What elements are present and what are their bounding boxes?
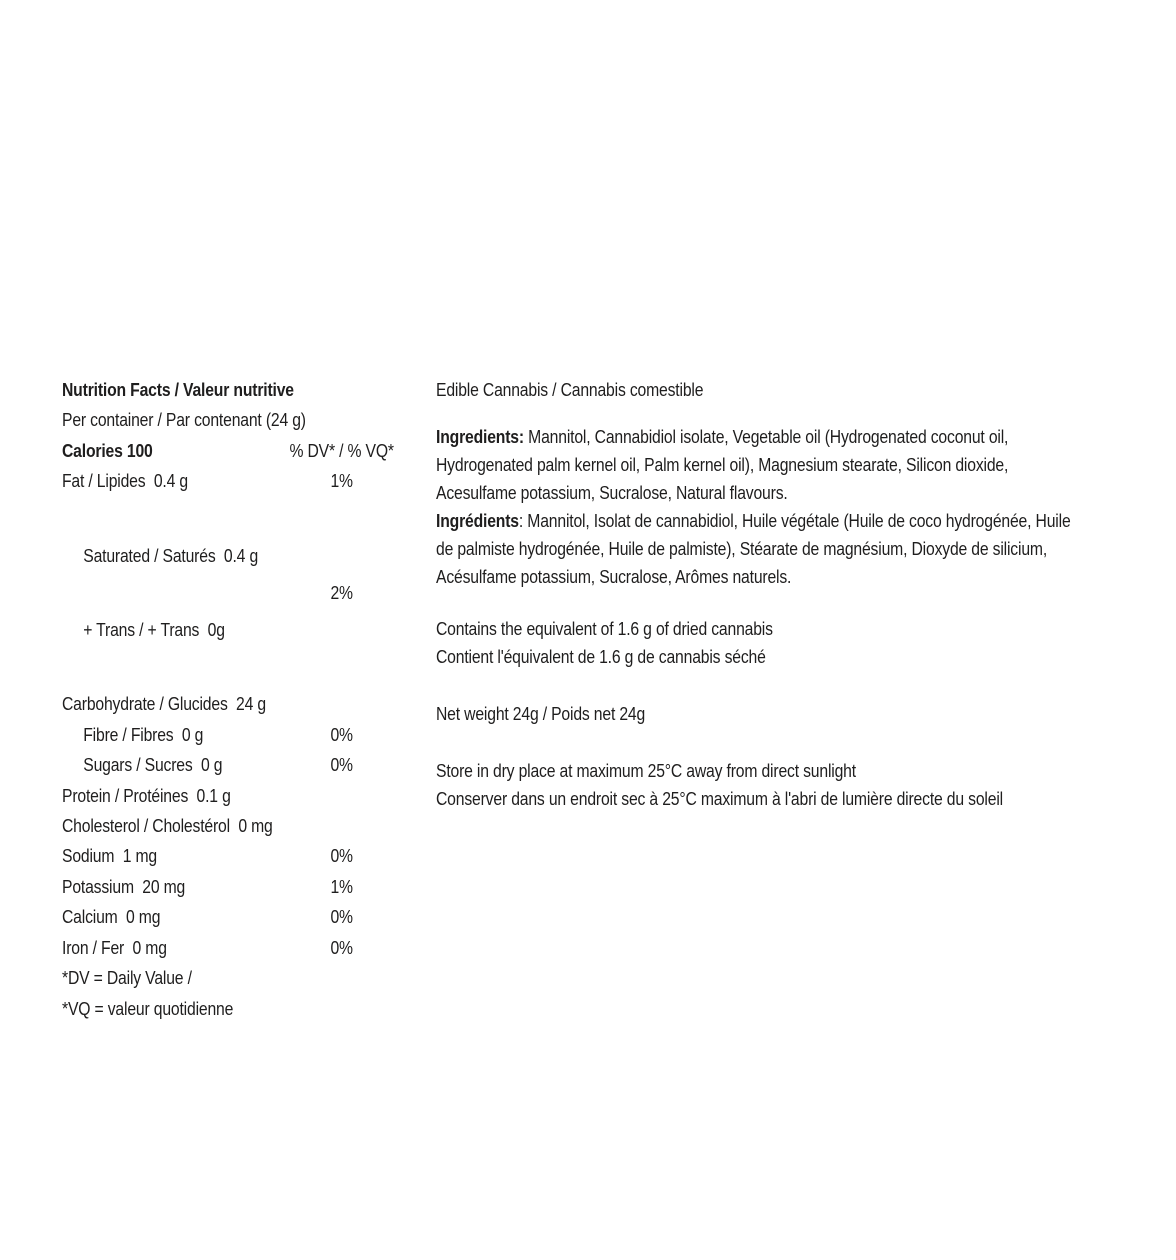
ingredients-en-label: Ingredients: (436, 426, 524, 447)
daily-value-header: % DV* / % VQ* (289, 439, 394, 461)
row-potassium-dv: 1% (330, 875, 353, 897)
row-sodium-label: Sodium 1 mg (62, 845, 157, 867)
row-carbohydrate-label: Carbohydrate / Glucides 24 g (62, 693, 266, 715)
footnote-dv-row (62, 963, 397, 993)
row-fibre-dv: 0% (330, 723, 353, 745)
row-sugars-label: Sugars / Sucres 0 g (83, 754, 223, 776)
row-calcium-dv: 0% (330, 906, 353, 928)
footnote-vq: *VQ = valeur quotidienne (62, 997, 234, 1019)
product-info-panel (436, 376, 1176, 813)
row-saturated-trans-labels (62, 497, 286, 690)
row-sodium (62, 841, 397, 871)
equivalence-fr: Contient l'équivalent de 1.6 g de cannabis séché (436, 646, 766, 667)
ingredients-fr-line1-rest: : Mannitol, Isolat de cannabidiol, Huile végétale (Huile de coco hydrogénée, Huile (518, 510, 1071, 531)
ingredients-fr-label: Ingrédients (436, 510, 519, 531)
row-sodium-dv: 0% (330, 845, 353, 867)
row-cholesterol (62, 811, 397, 841)
storage-fr: Conserver dans un endroit sec à 25°C maximum à l'abri de lumière directe du soleil (436, 788, 1003, 809)
calories-row (62, 436, 397, 466)
row-fat-dv: 1% (330, 470, 353, 492)
per-container-text: Per container / Par contenant (24 g) (62, 409, 306, 431)
row-saturated-trans-dv: 2% (330, 581, 353, 603)
nutrition-title: Nutrition Facts / Valeur nutritive (62, 379, 294, 400)
ingredients-en-line3: Acesulfame potassium, Sucralose, Natural flavours. (436, 482, 788, 503)
row-sugars (62, 750, 397, 780)
ingredients-fr-line3: Acésulfame potassium, Sucralose, Arômes naturels. (436, 566, 792, 587)
row-fat-label: Fat / Lipides 0.4 g (62, 470, 188, 492)
product-name: Edible Cannabis / Cannabis comestible (436, 379, 704, 400)
row-fibre (62, 720, 397, 750)
row-iron (62, 933, 397, 963)
row-calcium (62, 902, 397, 932)
ingredients-en-line1 (436, 423, 1176, 451)
calories-value: Calories 100 (62, 439, 153, 461)
net-weight-block (436, 700, 1176, 728)
per-container-row (62, 405, 397, 435)
ingredients-fr-line2: de palmiste hydrogénée, Huile de palmiste), Stéarate de magnésium, Dioxyde de silicium, (436, 538, 1048, 559)
ingredients-fr-line1 (436, 507, 1176, 535)
footnote-dv: *DV = Daily Value / (62, 967, 192, 989)
row-saturated-label: Saturated / Saturés 0.4 g (83, 544, 259, 566)
ingredients-en-line1-rest: Mannitol, Cannabidiol isolate, Vegetable oil (Hydrogenated coconut oil, (523, 426, 1009, 447)
row-calcium-label: Calcium 0 mg (62, 906, 161, 928)
row-saturated-trans (62, 497, 397, 690)
nutrition-title-row (62, 375, 397, 405)
row-cholesterol-label: Cholesterol / Cholestérol 0 mg (62, 815, 273, 837)
row-fibre-label: Fibre / Fibres 0 g (83, 723, 204, 745)
storage-en: Store in dry place at maximum 25°C away from direct sunlight (436, 760, 856, 781)
net-weight: Net weight 24g / Poids net 24g (436, 703, 646, 724)
equivalence-en: Contains the equivalent of 1.6 g of dried cannabis (436, 618, 773, 639)
ingredients-block (436, 423, 1176, 591)
row-carbohydrate (62, 689, 397, 719)
row-protein (62, 781, 397, 811)
row-iron-label: Iron / Fer 0 mg (62, 936, 167, 958)
row-iron-dv: 0% (330, 936, 353, 958)
row-sugars-dv: 0% (330, 754, 353, 776)
row-trans-label: + Trans / + Trans 0g (83, 619, 225, 641)
row-potassium (62, 872, 397, 902)
footnote-vq-row (62, 994, 397, 1024)
row-fat (62, 466, 397, 496)
nutrition-facts-panel (62, 375, 397, 1024)
row-potassium-label: Potassium 20 mg (62, 875, 186, 897)
storage-block (436, 757, 1176, 813)
row-protein-label: Protein / Protéines 0.1 g (62, 784, 231, 806)
equivalence-block (436, 615, 1176, 671)
ingredients-en-line2: Hydrogenated palm kernel oil, Palm kernel oil), Magnesium stearate, Silicon dioxide, (436, 454, 1009, 475)
